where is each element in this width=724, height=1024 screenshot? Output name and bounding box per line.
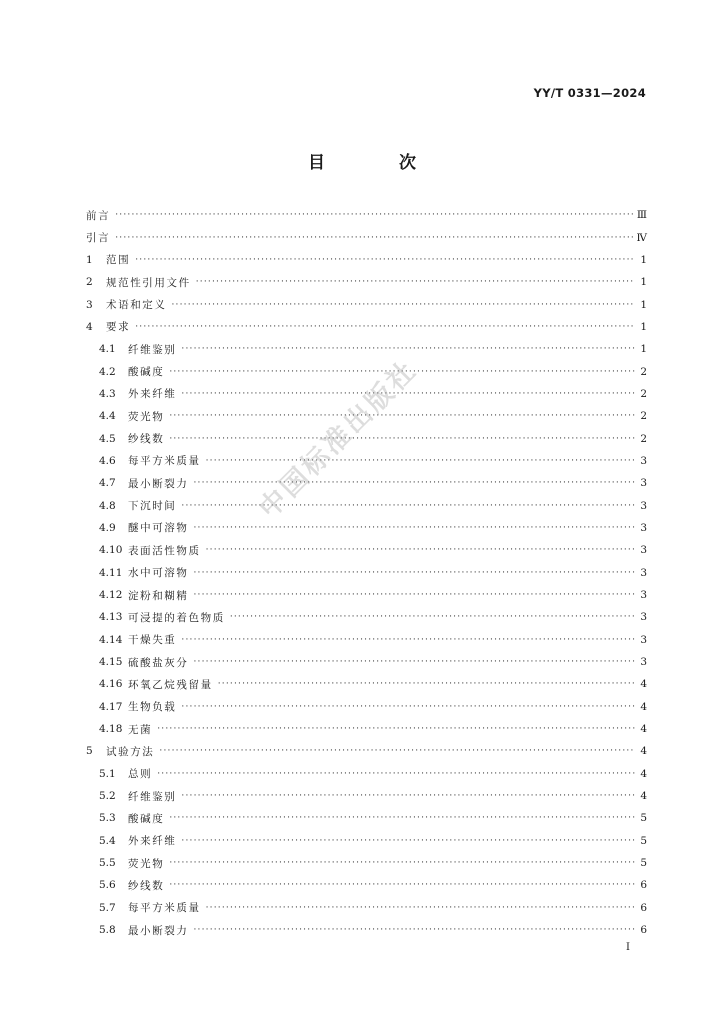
toc-entry-label: 外来纤维 bbox=[128, 388, 177, 401]
toc-entry-number: 4.16 bbox=[99, 678, 123, 691]
toc-entry-number: 4.13 bbox=[99, 611, 123, 624]
toc-entry-label: 荧光物 bbox=[128, 857, 165, 870]
toc-entry-label: 纱线数 bbox=[128, 879, 165, 892]
toc-entry-label: 总则 bbox=[128, 768, 153, 781]
standard-code: YY/T 0331—2024 bbox=[533, 86, 646, 100]
toc-entry-label: 纱线数 bbox=[128, 433, 165, 446]
toc-dot-leader bbox=[181, 702, 635, 712]
toc-entry-label: 最小断裂力 bbox=[128, 477, 189, 490]
toc-entry-page: 4 bbox=[640, 678, 647, 691]
toc-entry[interactable] bbox=[86, 293, 647, 315]
toc-entry-label: 外来纤维 bbox=[128, 835, 177, 848]
toc-entry-number: 4.6 bbox=[99, 454, 116, 467]
toc-entry-number: 4 bbox=[86, 320, 93, 333]
toc-entry-label: 纤维鉴别 bbox=[128, 343, 177, 356]
toc-entry[interactable] bbox=[86, 763, 647, 785]
toc-entry-label: 每平方米质量 bbox=[128, 902, 201, 915]
toc-entry-label: 范围 bbox=[106, 254, 131, 267]
toc-entry-number: 4.14 bbox=[99, 633, 123, 646]
toc-entry-page: 6 bbox=[640, 924, 647, 937]
toc-entry-number: 2 bbox=[86, 276, 93, 289]
toc-entry[interactable] bbox=[86, 226, 647, 248]
toc-entry-label: 可浸提的着色物质 bbox=[128, 611, 225, 624]
toc-dot-leader bbox=[194, 590, 636, 600]
toc-dot-leader bbox=[115, 210, 633, 220]
page-number: I bbox=[626, 942, 630, 953]
toc-entry-number: 5 bbox=[86, 745, 93, 758]
toc-entry-page: 1 bbox=[640, 343, 647, 356]
toc-entry-page: 1 bbox=[640, 276, 647, 289]
toc-entry-page: 2 bbox=[640, 432, 647, 445]
toc-entry[interactable] bbox=[86, 271, 647, 293]
toc-entry-page: 2 bbox=[640, 410, 647, 423]
toc-entry-label: 规范性引用文件 bbox=[106, 276, 191, 289]
toc-dot-leader bbox=[169, 813, 635, 823]
toc-entry-page: 6 bbox=[640, 901, 647, 914]
toc-entry-page: 4 bbox=[640, 723, 647, 736]
toc-entry-page: 4 bbox=[640, 767, 647, 780]
toc-entry-number: 3 bbox=[86, 298, 93, 311]
toc-entry[interactable] bbox=[86, 472, 647, 494]
toc-dot-leader bbox=[135, 322, 635, 332]
toc-entry-number: 4.17 bbox=[99, 700, 123, 713]
toc-dot-leader bbox=[169, 411, 635, 421]
toc-dot-leader bbox=[230, 612, 635, 622]
toc-entry-number: 5.5 bbox=[99, 857, 116, 870]
toc-dot-leader bbox=[181, 791, 635, 801]
toc-entry[interactable] bbox=[86, 696, 647, 718]
toc-entry-number: 5.2 bbox=[99, 790, 116, 803]
toc-entry[interactable] bbox=[86, 606, 647, 628]
toc-entry-number: 5.4 bbox=[99, 834, 116, 847]
toc-entry-label: 酸碱度 bbox=[128, 366, 165, 379]
toc-entry-number: 4.2 bbox=[99, 365, 116, 378]
toc-entry-page: Ⅳ bbox=[636, 231, 647, 244]
toc-dot-leader bbox=[181, 501, 635, 511]
toc-dot-leader bbox=[169, 858, 635, 868]
toc-dot-leader bbox=[157, 769, 635, 779]
toc-entry-label: 淀粉和糊精 bbox=[128, 589, 189, 602]
toc-entry[interactable] bbox=[86, 629, 647, 651]
toc-entry-label: 表面活性物质 bbox=[128, 544, 201, 557]
toc-entry-page: 2 bbox=[640, 365, 647, 378]
toc-entry[interactable] bbox=[86, 494, 647, 516]
toc-dot-leader bbox=[181, 344, 635, 354]
toc-entry-page: 3 bbox=[640, 544, 647, 557]
toc-entry-page: 3 bbox=[640, 566, 647, 579]
toc-dot-leader bbox=[194, 657, 636, 667]
toc-entry-label: 最小断裂力 bbox=[128, 924, 189, 937]
toc-dot-leader bbox=[172, 300, 636, 310]
toc-entry-number: 4.5 bbox=[99, 432, 116, 445]
toc-dot-leader bbox=[194, 568, 636, 578]
toc-entry[interactable] bbox=[86, 807, 647, 829]
toc-entry-page: 5 bbox=[640, 834, 647, 847]
toc-entry-number: 5.3 bbox=[99, 812, 116, 825]
toc-entry[interactable] bbox=[86, 897, 647, 919]
toc-dot-leader bbox=[135, 255, 635, 265]
toc-entry[interactable] bbox=[86, 830, 647, 852]
page-title: 目 次 bbox=[308, 153, 450, 173]
toc-entry-label: 环氧乙烷残留量 bbox=[128, 678, 213, 691]
toc-entry-number: 4.1 bbox=[99, 343, 116, 356]
toc-dot-leader bbox=[194, 925, 636, 935]
watermark-text: 中国标准出版社 bbox=[253, 354, 424, 525]
toc-entry-number: 4.9 bbox=[99, 521, 116, 534]
toc-dot-leader bbox=[169, 880, 635, 890]
toc-entry-number: 5.7 bbox=[99, 901, 116, 914]
toc-entry-label: 前言 bbox=[86, 209, 111, 222]
toc-entry-label: 干燥失重 bbox=[128, 634, 177, 647]
toc-dot-leader bbox=[115, 233, 632, 243]
toc-entry-page: 2 bbox=[640, 387, 647, 400]
toc-entry-number: 4.15 bbox=[99, 656, 123, 669]
toc-entry-number: 4.10 bbox=[99, 544, 123, 557]
toc-entry[interactable] bbox=[86, 562, 647, 584]
toc-dot-leader bbox=[181, 635, 635, 645]
toc-entry-number: 4.4 bbox=[99, 410, 116, 423]
toc-entry-page: 4 bbox=[640, 790, 647, 803]
toc-entry-label: 每平方米质量 bbox=[128, 455, 201, 468]
toc-entry[interactable] bbox=[86, 673, 647, 695]
toc-entry-page: 5 bbox=[640, 812, 647, 825]
toc-entry-page: 3 bbox=[640, 633, 647, 646]
toc-entry-label: 生物负载 bbox=[128, 701, 177, 714]
toc-entry-number: 4.8 bbox=[99, 499, 116, 512]
toc-entry-number: 4.18 bbox=[99, 723, 123, 736]
toc-dot-leader bbox=[181, 836, 635, 846]
toc-entry-label: 酸碱度 bbox=[128, 812, 165, 825]
toc-entry[interactable] bbox=[86, 740, 647, 762]
toc-entry-page: 3 bbox=[640, 477, 647, 490]
toc-dot-leader bbox=[194, 523, 636, 533]
toc-entry-page: Ⅲ bbox=[636, 209, 647, 222]
toc-entry-page: 4 bbox=[640, 700, 647, 713]
toc-entry-page: 3 bbox=[640, 611, 647, 624]
toc-entry-number: 5.6 bbox=[99, 879, 116, 892]
toc-entry-page: 6 bbox=[640, 879, 647, 892]
toc-entry-number: 4.12 bbox=[99, 589, 123, 602]
toc-dot-leader bbox=[206, 456, 635, 466]
toc-entry-number: 5.1 bbox=[99, 767, 116, 780]
toc-entry-number: 4.7 bbox=[99, 477, 116, 490]
toc-entry-page: 3 bbox=[640, 656, 647, 669]
toc-dot-leader bbox=[206, 545, 635, 555]
toc-entry-page: 5 bbox=[640, 857, 647, 870]
toc-entry-label: 术语和定义 bbox=[106, 299, 167, 312]
toc-dot-leader bbox=[218, 679, 635, 689]
toc-entry-page: 3 bbox=[640, 499, 647, 512]
toc-entry[interactable] bbox=[86, 249, 647, 271]
toc-entry-number: 5.8 bbox=[99, 924, 116, 937]
toc-entry-label: 无菌 bbox=[128, 723, 153, 736]
toc-dot-leader bbox=[159, 746, 635, 756]
toc-entry-label: 引言 bbox=[86, 232, 111, 245]
toc-dot-leader bbox=[169, 434, 635, 444]
toc-entry[interactable] bbox=[86, 316, 647, 338]
toc-entry-number: 4.11 bbox=[99, 566, 123, 579]
toc-entry-label: 要求 bbox=[106, 321, 131, 334]
toc-entry-label: 荧光物 bbox=[128, 410, 165, 423]
toc-entry[interactable] bbox=[86, 651, 647, 673]
toc-entry-label: 纤维鉴别 bbox=[128, 790, 177, 803]
toc-dot-leader bbox=[157, 724, 635, 734]
toc-entry[interactable] bbox=[86, 718, 647, 740]
toc-entry[interactable] bbox=[86, 584, 647, 606]
toc-entry-page: 3 bbox=[640, 589, 647, 602]
toc-entry[interactable] bbox=[86, 517, 647, 539]
toc-entry[interactable] bbox=[86, 919, 647, 941]
table-of-contents bbox=[86, 204, 647, 941]
toc-entry[interactable] bbox=[86, 852, 647, 874]
toc-entry-label: 水中可溶物 bbox=[128, 567, 189, 580]
toc-entry-page: 1 bbox=[640, 320, 647, 333]
toc-dot-leader bbox=[196, 277, 635, 287]
toc-entry[interactable] bbox=[86, 338, 647, 360]
toc-entry-number: 1 bbox=[86, 253, 93, 266]
toc-entry[interactable] bbox=[86, 539, 647, 561]
toc-entry-label: 下沉时间 bbox=[128, 500, 177, 513]
toc-entry-page: 3 bbox=[640, 454, 647, 467]
toc-entry-page: 1 bbox=[640, 298, 647, 311]
toc-entry[interactable] bbox=[86, 874, 647, 896]
toc-entry-page: 1 bbox=[640, 253, 647, 266]
toc-entry[interactable] bbox=[86, 450, 647, 472]
toc-dot-leader bbox=[206, 903, 635, 913]
toc-entry-label: 醚中可溶物 bbox=[128, 522, 189, 535]
toc-entry-number: 4.3 bbox=[99, 387, 116, 400]
toc-entry[interactable] bbox=[86, 204, 647, 226]
toc-entry-page: 3 bbox=[640, 521, 647, 534]
toc-entry-page: 4 bbox=[640, 745, 647, 758]
toc-entry-label: 试验方法 bbox=[106, 745, 155, 758]
toc-entry[interactable] bbox=[86, 785, 647, 807]
toc-entry-label: 硫酸盐灰分 bbox=[128, 656, 189, 669]
